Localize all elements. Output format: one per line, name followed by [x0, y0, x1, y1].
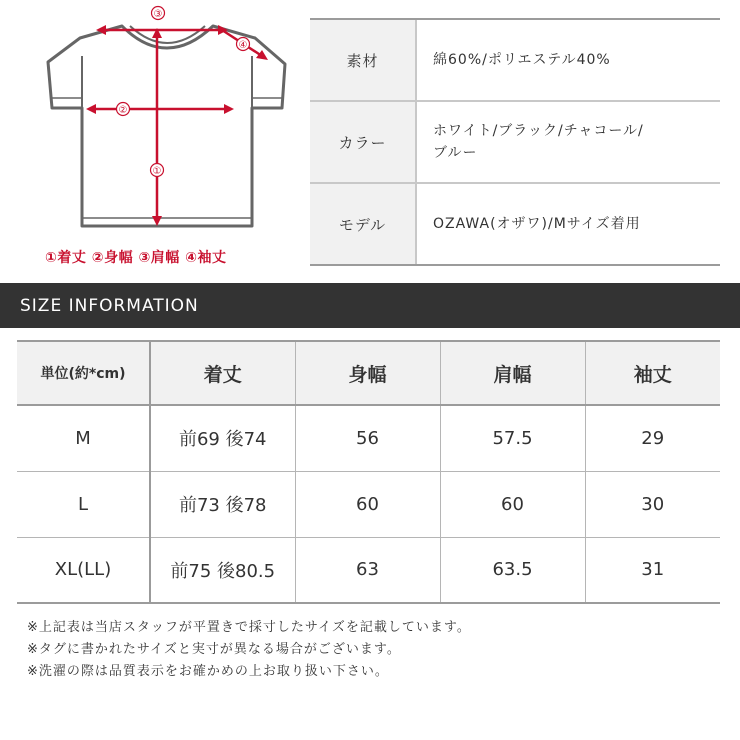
table-cell: 63: [295, 537, 440, 603]
table-row: [17, 471, 720, 537]
notes: [27, 617, 471, 683]
size-diagram: [30, 0, 295, 270]
spec-row-color: [310, 102, 720, 184]
size-table: [17, 340, 720, 604]
marker-1: ①: [152, 166, 162, 177]
table-row: [17, 537, 720, 603]
column-header-unit: 単位(約*cm): [17, 341, 150, 405]
spec-label: カラー: [310, 102, 417, 182]
spec-label: 素材: [310, 20, 417, 100]
note-line: ※上記表は当店スタッフが平置きで採寸したサイズを記載しています。: [27, 620, 471, 635]
spec-table: [310, 18, 720, 266]
table-cell: 前69 後74: [150, 405, 295, 471]
size-table-header: [17, 341, 720, 405]
spec-row-model: [310, 184, 720, 266]
note-line: ※洗濯の際は品質表示をお確かめの上お取り扱い下さい。: [27, 664, 389, 679]
spec-value: 綿60%/ポリエステル40%: [433, 52, 611, 68]
table-cell: 60: [440, 471, 585, 537]
table-cell: 60: [295, 471, 440, 537]
size-name: L: [17, 471, 150, 537]
size-name: XL(LL): [17, 537, 150, 603]
spec-value: OZAWA(オザワ)/Mサイズ着用: [433, 216, 641, 232]
spec-row-material: [310, 20, 720, 102]
table-cell: 前75 後80.5: [150, 537, 295, 603]
table-cell: 前73 後78: [150, 471, 295, 537]
column-header-sleeve: 袖丈: [585, 341, 720, 405]
table-cell: 31: [585, 537, 720, 603]
column-header-body-width: 身幅: [295, 341, 440, 405]
spec-label: モデル: [310, 184, 417, 264]
size-information-banner: SIZE INFORMATION: [0, 283, 740, 328]
column-header-shoulder: 肩幅: [440, 341, 585, 405]
table-cell: 30: [585, 471, 720, 537]
size-name: M: [17, 405, 150, 471]
measurement-legend: ①着丈 ②身幅 ③肩幅 ④袖丈: [45, 250, 227, 266]
marker-3: ③: [153, 9, 163, 20]
marker-2: ②: [118, 105, 128, 116]
spec-value: ホワイト/ブラック/チャコール/ ブルー: [433, 123, 644, 161]
table-cell: 57.5: [440, 405, 585, 471]
column-header-length: 着丈: [150, 341, 295, 405]
marker-4: ④: [238, 40, 248, 51]
table-cell: 56: [295, 405, 440, 471]
note-line: ※タグに書かれたサイズと実寸が異なる場合がございます。: [27, 642, 401, 657]
table-row: [17, 405, 720, 471]
tshirt-illustration: [30, 0, 295, 245]
table-cell: 29: [585, 405, 720, 471]
table-cell: 63.5: [440, 537, 585, 603]
